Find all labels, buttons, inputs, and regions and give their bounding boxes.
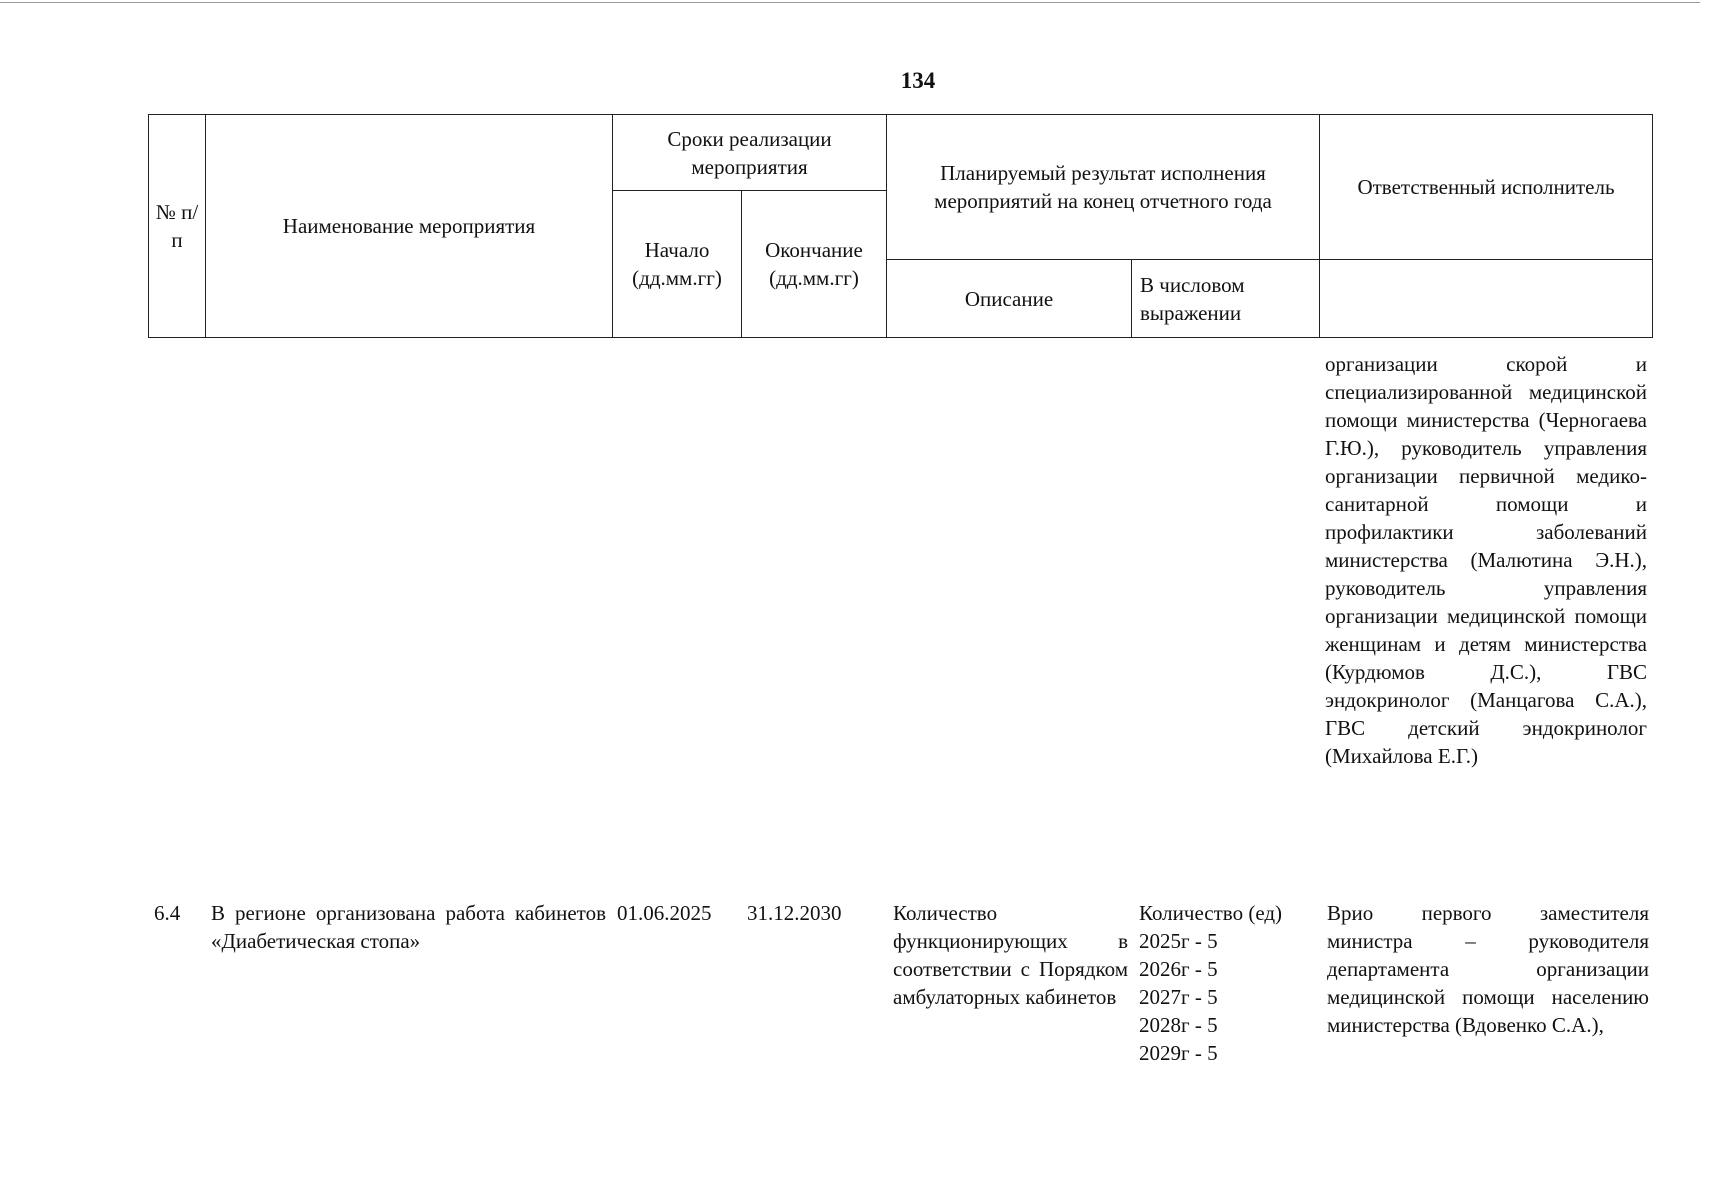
header-responsible-blank bbox=[1320, 260, 1653, 338]
header-name: Наименование мероприятия bbox=[206, 115, 613, 338]
page-number: 134 bbox=[900, 68, 936, 93]
value-line: 2025г - 5 bbox=[1139, 929, 1218, 953]
header-end: Окончание (дд.мм.гг) bbox=[742, 191, 887, 338]
row-6-4-responsible: Врио первого заместителя министра – руководителя департамента организации медицинской помощи населению министерства (Вдовенко С.А.), bbox=[1327, 901, 1649, 1037]
value-line: Количество (ед) bbox=[1139, 901, 1283, 925]
row-6-4-end: 31.12.2030 bbox=[747, 901, 842, 925]
value-line: 2028г - 5 bbox=[1139, 1013, 1218, 1037]
header-responsible: Ответственный исполнитель bbox=[1320, 115, 1653, 260]
header-description: Описание bbox=[887, 260, 1132, 338]
header-result: Планируемый результат исполнения мероприятий на конец отчетного года bbox=[887, 115, 1320, 260]
value-line: 2029г - 5 bbox=[1139, 1041, 1218, 1065]
header-num: № п/п bbox=[149, 115, 206, 338]
value-line: 2027г - 5 bbox=[1139, 985, 1218, 1009]
continued-responsible: организации скорой и специализированной медицинской помощи министерства (Черногаева Г.Ю.), руководитель управления организации первичной медико-санитарной помощи и профилактики заболеваний министерства (Малютина Э.Н.), руководитель управления организации медицинской помощи женщинам и детям министерства (Курдюмов Д.С.), ГВС эндокринолог (Манцагова С.А.), ГВС детский эндокринолог (Михайлова Е.Г.) bbox=[1325, 352, 1647, 768]
header-terms: Сроки реализации мероприятия bbox=[613, 115, 887, 191]
row-6-4-name: В регионе организована работа кабинетов «Диабетическая стопа» bbox=[211, 901, 606, 953]
header-numeric: В числовом выражении bbox=[1132, 260, 1320, 338]
row-6-4-description: Количество функционирующих в соответствии с Порядком амбулаторных кабинетов bbox=[893, 901, 1128, 1009]
row-6-4-values bbox=[1139, 899, 1309, 1067]
row-6-4-number: 6.4 bbox=[154, 901, 181, 925]
header-start: Начало (дд.мм.гг) bbox=[613, 191, 742, 338]
header-table bbox=[148, 114, 1653, 338]
row-6-4-start: 01.06.2025 bbox=[617, 901, 712, 925]
top-rule bbox=[0, 2, 1700, 3]
value-line: 2026г - 5 bbox=[1139, 957, 1218, 981]
